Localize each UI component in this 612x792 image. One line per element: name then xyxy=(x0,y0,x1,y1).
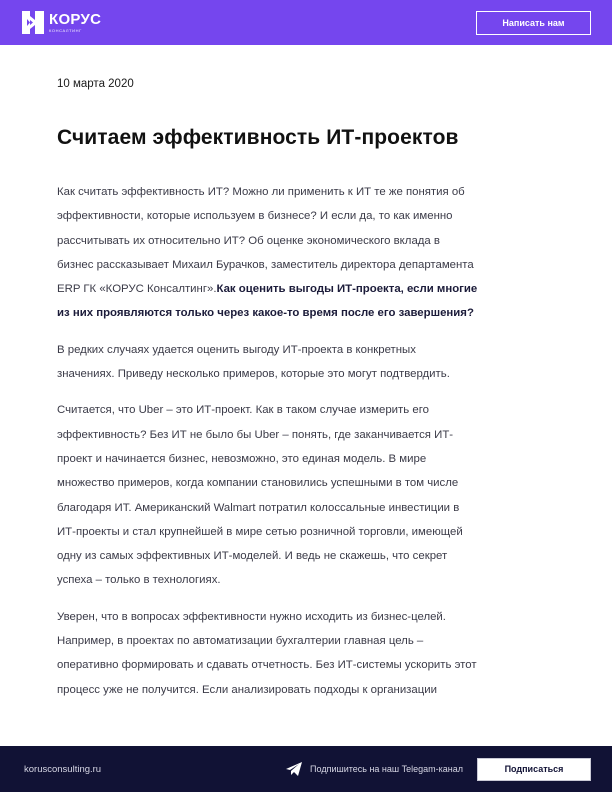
text-line: благодаря ИТ. Американский Walmart потратил колоссальные инвестиции в xyxy=(57,501,460,514)
korus-logo[interactable] xyxy=(22,11,101,34)
contact-us-button[interactable]: Написать нам xyxy=(476,11,591,35)
text-line: эффективности, которые используем в бизнесе? И если да, то как именно xyxy=(57,210,453,223)
text-line: В редких случаях удается оценить выгоду ИТ-проекта в конкретных xyxy=(57,343,416,356)
text-line: рассчитывать их относительно ИТ? Об оценке экономического вклада в xyxy=(57,234,440,247)
article-paragraph xyxy=(57,605,557,702)
telegram-icon[interactable] xyxy=(286,762,302,776)
lead-question-continued: из них проявляются только через какое-то время после его завершения? xyxy=(57,307,474,320)
text-line: ИТ-проекты и стал крупнейшей в мире сетью розничной торговли, имеющей xyxy=(57,525,463,538)
article-body xyxy=(57,180,557,714)
text-line: оперативно формировать и сдавать отчетность. Без ИТ-системы ускорить этот xyxy=(57,659,477,672)
article-title: Считаем эффективность ИТ-проектов xyxy=(57,126,459,149)
logo-wordmark: КОРУС xyxy=(49,11,102,28)
text-line: эффективность? Без ИТ не было бы Uber – понять, где заканчивается ИТ- xyxy=(57,428,454,441)
article-paragraph-intro xyxy=(57,180,557,326)
text-line: процесс уже не получится. Если анализировать подходы к организации xyxy=(57,683,437,696)
site-footer xyxy=(0,746,612,792)
company-name-text: ERP ГК «КОРУС Консалтинг». xyxy=(57,283,217,296)
logo-subtitle: КОНСАЛТИНГ xyxy=(49,28,82,33)
subscribe-button[interactable]: Подписаться xyxy=(477,758,591,781)
text-line: Считается, что Uber – это ИТ-проект. Как в таком случае измерить его xyxy=(57,404,429,417)
text-line: Как считать эффективность ИТ? Можно ли применить к ИТ те же понятия об xyxy=(57,186,465,198)
lead-question: Как оценить выгоды ИТ-проекта, если многие xyxy=(216,283,478,296)
site-header xyxy=(0,0,612,45)
text-line: бизнес рассказывает Михаил Бурачков, заместитель директора департамента xyxy=(57,258,474,271)
text-line: Уверен, что в вопросах эффективности нужно исходить из бизнес-целей. xyxy=(57,610,446,623)
text-line: проект и начинается бизнес, невозможно, это единая модель. В мире xyxy=(57,452,427,465)
website-link[interactable]: korusconsulting.ru xyxy=(24,763,102,775)
article-paragraph xyxy=(57,398,557,592)
text-line: успеха – только в технологиях. xyxy=(57,574,221,587)
text-line xyxy=(57,277,557,301)
article-paragraph xyxy=(57,338,557,387)
telegram-cta xyxy=(286,758,591,781)
article-date: 10 марта 2020 xyxy=(57,78,134,90)
korus-logo-icon xyxy=(22,11,44,34)
text-line: Например, в проектах по автоматизации бухгалтерии главная цель – xyxy=(57,635,424,648)
text-line: множество примеров, когда компании становились успешными в том числе xyxy=(57,477,459,490)
telegram-cta-text: Подпишитесь на наш Telegam-канал xyxy=(310,764,463,774)
text-line: значениях. Приведу несколько примеров, которые это могут подтвердить. xyxy=(57,368,450,381)
text-line: одну из самых эффективных ИТ-моделей. И ведь не скажешь, что секрет xyxy=(57,550,448,563)
